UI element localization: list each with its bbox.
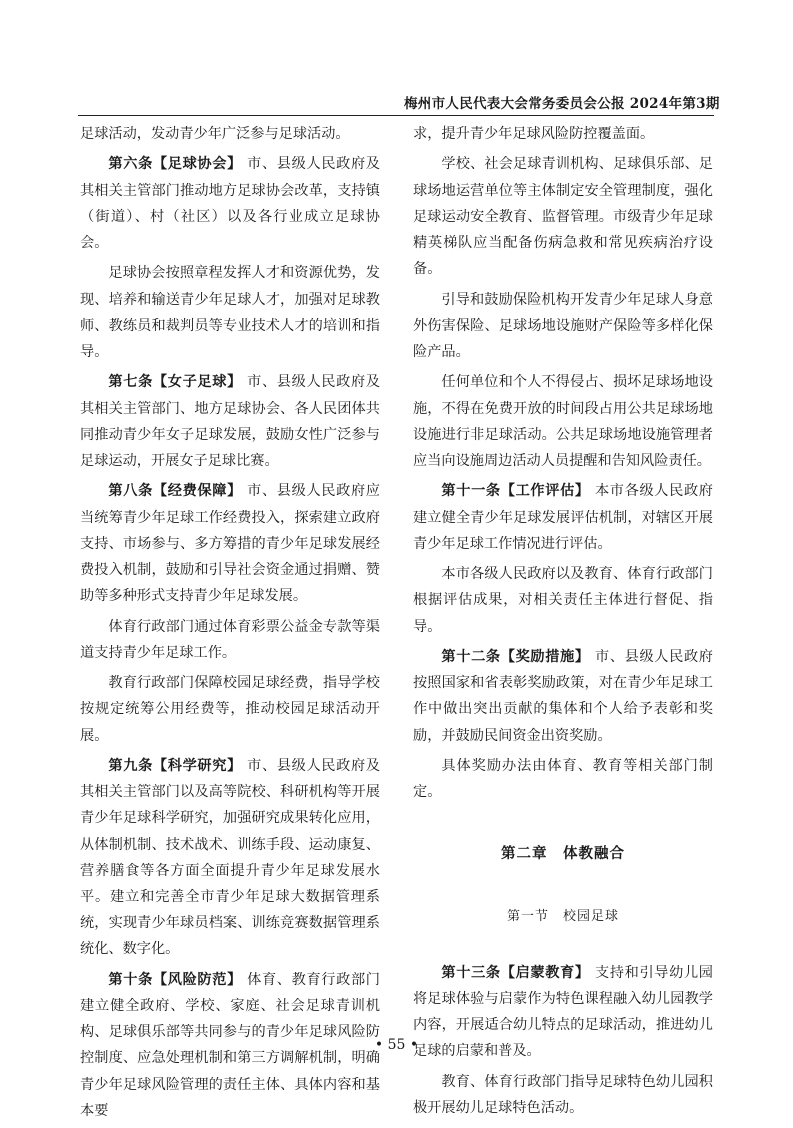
bulletin-header: 梅州市人民代表大会常务委员会公报 2024年第3期	[404, 96, 720, 112]
paragraph	[413, 121, 713, 147]
article-text: 市、县级人民政府及其相关主管部门、地方足球协会、各人民团体共同推动青少年女子足球发展，鼓励女性广泛参与足球运动，开展女子足球比赛。	[80, 374, 380, 469]
header-rule	[78, 115, 714, 116]
article-text: 市、县级人民政府应当统筹青少年足球工作经费投入，探索建立政府支持、市场参与、多方筹措的青少年足球发展经费投入机制，鼓励和引导社会资金通过捐赠、赞助等多种形式支持青少年足球发展。	[80, 483, 380, 605]
article-text: 市、县级人民政府按照国家和省表彰奖励政策，对在青少年足球工作中做出突出贡献的集体和个人给予表彰和奖励，并鼓励民间资金出资奖励。	[413, 648, 713, 744]
article-text: 学校、社会足球青训机构、足球俱乐部、足球场地运营单位等主体制定安全管理制度，强化足球运动安全教育、监督管理。市级青少年足球精英梯队应当配备伤病急救和常见疾病治疗设备。	[413, 156, 713, 278]
right-column	[413, 121, 713, 1125]
article-text: 支持和引导幼儿园将足球体验与启蒙作为特色课程融入幼儿园教学内容，开展适合幼儿特点的足球活动，推进幼儿足球的启蒙和普及。	[413, 964, 713, 1060]
article-text: 足球协会按照章程发挥人才和资源优势，发现、培养和输送青少年足球人才，加强对足球教师、教练员和裁判员等专业技术人才的培训和指导。	[80, 265, 380, 360]
paragraph	[80, 121, 380, 147]
article-text: 足球活动，发动青少年广泛参与足球活动。	[80, 126, 350, 142]
article-heading: 第七条【女子足球】	[108, 374, 242, 391]
article-heading: 第八条【经费保障】	[108, 483, 242, 500]
paragraph	[413, 644, 713, 749]
article-heading: 第十一条【工作评估】	[441, 483, 590, 500]
paragraph	[80, 478, 380, 609]
article-text: 本市各级人民政府建立健全青少年足球发展评估机制，对辖区开展青少年足球工作情况进行评估。	[413, 483, 713, 552]
paragraph	[413, 151, 713, 282]
paragraph	[80, 753, 380, 963]
article-heading: 第十三条【启蒙教育】	[441, 964, 590, 981]
paragraph	[80, 614, 380, 666]
paragraph	[80, 260, 380, 365]
paragraph	[413, 753, 713, 805]
article-text: 引导和鼓励保险机构开发青少年足球人身意外伤害保险、足球场地设施财产保险等多样化保险产品。	[413, 291, 713, 360]
article-text: 教育行政部门保障校园足球经费，指导学校按规定统筹公用经费等，推动校园足球活动开展。	[80, 675, 380, 744]
left-column	[80, 121, 380, 1128]
article-text: 本市各级人民政府以及教育、体育行政部门根据评估成果，对相关责任主体进行督促、指导。	[413, 566, 713, 635]
article-heading: 第十二条【奖励措施】	[441, 648, 590, 665]
article-text: 任何单位和个人不得侵占、损坏足球场地设施，不得在免费开放的时间段占用公共足球场地设施进行非足球活动。公共足球场地设施管理者应当向设施周边活动人员提醒和告知风险责任。	[413, 374, 713, 469]
paragraph	[413, 369, 713, 474]
paragraph	[413, 287, 713, 366]
article-heading: 第六条【足球协会】	[108, 156, 242, 173]
page-number: • 55 •	[374, 1037, 419, 1053]
article-text: 具体奖励办法由体育、教育等相关部门制定。	[413, 757, 713, 801]
paragraph	[413, 478, 713, 557]
article-text: 求，提升青少年足球风险防控覆盖面。	[413, 126, 655, 142]
paragraph	[413, 1069, 713, 1121]
section-title: 第一节 校园足球	[506, 908, 619, 924]
paragraph	[413, 561, 713, 640]
paragraph	[80, 670, 380, 749]
paragraph	[80, 369, 380, 474]
article-text: 体育、教育行政部门建立健全政府、学校、家庭、社会足球青训机构、足球俱乐部等共同参与的青少年足球风险防控制度、应急处理机制和第三方调解机制，明确青少年足球风险管理的责任主体、具体内容和基本要	[80, 971, 380, 1119]
right-column-articles	[413, 121, 713, 805]
chapter-title: 第二章 体教融合	[501, 845, 625, 863]
article-text: 市、县级人民政府及其相关主管部门以及高等院校、科研机构等开展青少年足球科学研究，加强研究成果转化应用，从体制机制、技术战术、训练手段、运动康复、营养膳食等各方面全面提升青少年足球发展水平。建立和完善全市青少年足球大数据管理系统，实现青少年球员档案、训练竞赛数据管理系统化、数字化。	[80, 757, 380, 958]
article-text: 教育、体育行政部门指导足球特色幼儿园积极开展幼儿足球特色活动。	[413, 1073, 713, 1116]
article-heading: 第十条【风险防范】	[108, 971, 242, 988]
article-text: 体育行政部门通过体育彩票公益金专款等渠道支持青少年足球工作。	[80, 618, 380, 661]
paragraph	[80, 151, 380, 256]
article-heading: 第九条【科学研究】	[108, 757, 242, 774]
article-text: 市、县级人民政府及其相关主管部门推动地方足球协会改革，支持镇（街道）、村（社区）以及各行业成立足球协会。	[80, 156, 380, 251]
